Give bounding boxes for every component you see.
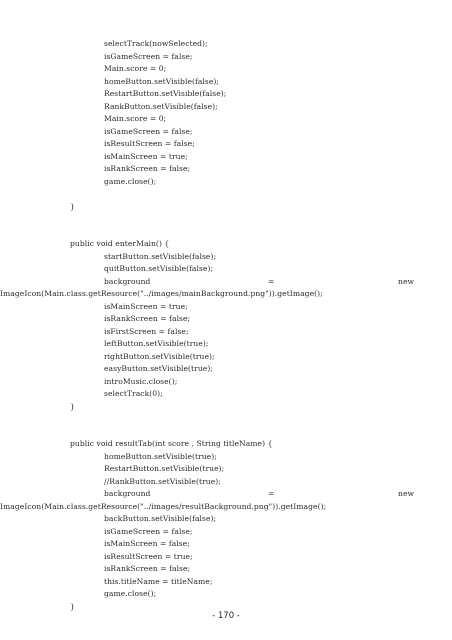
code-line: RestartButton.setVisible(false); <box>104 89 227 98</box>
code-line: Main.score = 0; <box>104 64 167 73</box>
code-line: isResultScreen = false; <box>104 139 195 148</box>
method-signature-enter-main: public void enterMain() { <box>70 239 170 248</box>
code-line: homeButton.setVisible(true); <box>104 451 217 461</box>
code-line: isMainScreen = false; <box>104 539 190 548</box>
code-line: selectTrack(0); <box>104 389 163 398</box>
code-line: homeButton.setVisible(false); <box>104 76 220 86</box>
code-line: leftButton.setVisible(true); <box>104 339 209 348</box>
code-line: isRankScreen = false; <box>104 564 191 573</box>
blank-line <box>0 413 452 426</box>
code-line: isRankScreen = false; <box>104 164 191 173</box>
code-token-equals: = <box>268 489 275 498</box>
code-line: RankButton.setVisible(false); <box>104 101 218 111</box>
code-line: backButton.setVisible(false); <box>104 514 217 523</box>
blank-line <box>0 188 452 201</box>
code-line: introMusic.close(); <box>104 376 178 386</box>
code-line: quitButton.setVisible(false); <box>104 264 214 273</box>
code-line: this.titleName = titleName; <box>104 576 213 586</box>
code-token-background: background <box>104 276 151 286</box>
code-line: easyButton.setVisible(true); <box>104 364 213 373</box>
code-line-background-assign <box>0 488 452 501</box>
code-line: isFirstScreen = false; <box>104 326 189 336</box>
code-line: rightButton.setVisible(true); <box>104 351 215 361</box>
code-line: isMainScreen = true; <box>104 151 188 161</box>
method-signature-result-tab: public void resultTab(int score , String titleName) { <box>70 439 273 448</box>
closing-brace: } <box>70 201 75 211</box>
code-token-new: new <box>398 276 415 286</box>
code-line: isRankScreen = false; <box>104 314 191 323</box>
closing-brace: } <box>70 601 75 611</box>
blank-line <box>0 426 452 439</box>
code-line: game.close(); <box>104 589 157 598</box>
code-line: Main.score = 0; <box>104 114 167 123</box>
code-line: //RankButton.setVisible(true); <box>104 476 221 486</box>
code-listing <box>0 38 452 613</box>
code-line-background-assign <box>0 276 452 289</box>
code-token-new: new <box>398 489 415 498</box>
page-number: - 170 - <box>212 611 240 621</box>
code-line: startButton.setVisible(false); <box>104 251 217 261</box>
code-line-continuation: ImageIcon(Main.class.getResource("../images/resultBackground.png")).getImage(); <box>0 501 327 511</box>
code-token-background: background <box>104 489 151 498</box>
code-line: game.close(); <box>104 176 157 186</box>
code-line-continuation: ImageIcon(Main.class.getResource("../images/mainBackground.png")).getImage(); <box>0 289 323 298</box>
closing-brace: } <box>70 401 75 411</box>
code-token-equals: = <box>268 276 275 286</box>
code-line: isGameScreen = false; <box>104 526 193 536</box>
blank-line <box>0 226 452 239</box>
code-line: selectTrack(nowSelected); <box>104 39 208 48</box>
blank-line <box>0 213 452 226</box>
code-line: isMainScreen = true; <box>104 301 188 311</box>
code-line: isGameScreen = false; <box>104 51 193 61</box>
code-line: RestartButton.setVisible(true); <box>104 464 225 473</box>
code-line: isGameScreen = false; <box>104 126 193 136</box>
code-line: isResultScreen = true; <box>104 551 193 561</box>
